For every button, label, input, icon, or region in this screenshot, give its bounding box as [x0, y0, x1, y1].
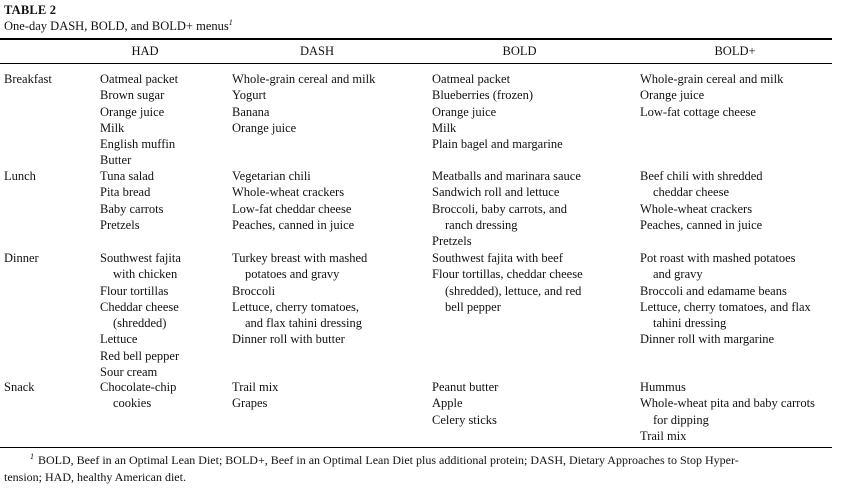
menu-item-line: Plain bagel and margarine [432, 137, 563, 152]
menu-item-line: Yogurt [232, 88, 267, 103]
menu-item-line: Milk [432, 120, 457, 135]
menu-item-line: Cheddar cheese [100, 299, 179, 314]
caption-footnote-mark: 1 [228, 18, 233, 27]
menu-item-line: Pretzels [432, 234, 472, 249]
menu-item-line: Hummus [640, 380, 686, 394]
menu-item-line: Orange juice [640, 88, 705, 103]
menu-item-line: Butter [100, 153, 132, 168]
top-rule [0, 38, 832, 40]
menu-item-line: Flour tortillas, cheddar cheese [432, 267, 583, 282]
menu-item-line: Tuna salad [100, 169, 155, 183]
table-title: TABLE 2 [4, 3, 57, 17]
header-rule [0, 63, 832, 64]
menu-cell-had [100, 250, 181, 380]
menu-cell-had [100, 71, 178, 169]
menu-item-line: Peanut butter [432, 380, 499, 394]
menu-item-line: bell pepper [445, 299, 501, 314]
menu-cell-dash [232, 379, 278, 412]
menu-item-line: tahini dressing [653, 316, 727, 331]
menu-item-line: Red bell pepper [100, 348, 180, 363]
menu-item-line: Whole-grain cereal and milk [232, 72, 376, 86]
menu-item-line: Whole-wheat pita and baby carrots [640, 396, 815, 411]
column-header-had: HAD [131, 44, 159, 58]
menu-item-line: (shredded) [113, 316, 167, 331]
menu-item-line: Broccoli [232, 283, 276, 298]
menu-item-line: Meatballs and marinara sauce [432, 169, 581, 183]
menu-item-line: Dinner roll with butter [232, 332, 345, 347]
menu-item-line: cookies [113, 396, 152, 411]
menu-cell-bold-plus [640, 379, 815, 444]
menu-item-line: English muffin [100, 137, 176, 152]
menu-item-line: Turkey breast with mashed [232, 251, 368, 265]
meal-label [4, 71, 52, 87]
menu-item-line: Lettuce, cherry tomatoes, [232, 299, 360, 314]
menu-item-line: Oatmeal packet [432, 72, 511, 86]
meal-name: Breakfast [4, 72, 52, 86]
menu-item-line: Southwest fajita with beef [432, 251, 563, 265]
menu-item-line: Whole-wheat crackers [640, 201, 753, 216]
footnote-line-1: BOLD, Beef in an Optimal Lean Diet; BOLD+, Beef in an Optimal Lean Diet plus additional protein; DASH, Dietary Approaches to Stop Hyper- [38, 453, 739, 467]
footnote-mark: 1 [30, 452, 34, 461]
column-header-dash: DASH [299, 44, 335, 58]
menu-item-line: Brown sugar [100, 88, 165, 103]
menu-cell-bold [432, 71, 563, 152]
menu-item-line: Milk [100, 120, 125, 135]
menu-item-line: Banana [232, 104, 270, 119]
menu-item-line: potatoes and gravy [245, 267, 340, 282]
meal-name: Lunch [4, 169, 36, 183]
menu-item-line: ranch dressing [445, 217, 518, 232]
menu-item-line: Oatmeal packet [100, 72, 179, 86]
menu-item-line: Broccoli, baby carrots, and [432, 201, 568, 216]
menu-item-line: Flour tortillas [100, 283, 169, 298]
menu-item-line: Broccoli and edamame beans [640, 283, 787, 298]
menu-item-line: Blueberries (frozen) [432, 88, 533, 103]
menu-item-line: for dipping [653, 412, 709, 427]
bottom-rule [0, 447, 832, 448]
meal-label [4, 168, 36, 184]
meal-name: Dinner [4, 251, 39, 265]
footnote [4, 452, 830, 486]
menu-cell-bold [432, 250, 583, 315]
menu-cell-had [100, 168, 164, 233]
menu-item-line: Lettuce [100, 332, 138, 347]
menu-item-line: Baby carrots [100, 201, 164, 216]
menu-item-line: and flax tahini dressing [245, 316, 362, 331]
menu-cell-bold-plus [640, 168, 763, 233]
menu-item-line: Pretzels [100, 217, 140, 232]
menu-item-line: Orange juice [232, 120, 297, 135]
table-caption [4, 18, 233, 34]
menu-item-line: Southwest fajita [100, 251, 181, 265]
meal-name: Snack [4, 380, 35, 394]
menu-item-line: Trail mix [232, 380, 279, 394]
menu-item-line: and gravy [653, 267, 703, 282]
menu-cell-had [100, 379, 176, 412]
menu-item-line: Beef chili with shredded [640, 169, 763, 183]
menu-item-line: Whole-grain cereal and milk [640, 72, 784, 86]
menu-item-line: cheddar cheese [653, 185, 729, 200]
menu-item-line: Orange juice [100, 104, 165, 119]
meal-label [4, 379, 35, 395]
menu-item-line: Pita bread [100, 185, 151, 200]
caption-text: One-day DASH, BOLD, and BOLD+ menus [4, 19, 229, 34]
menu-cell-bold-plus [640, 250, 811, 348]
column-header-bold-plus: BOLD+ [714, 44, 756, 58]
menu-cell-dash [232, 168, 354, 233]
menu-item-line: Low-fat cottage cheese [640, 104, 756, 119]
menu-item-line: Peaches, canned in juice [232, 217, 355, 232]
menu-cell-bold [432, 379, 498, 428]
menu-item-line: Apple [432, 396, 463, 411]
menu-item-line: with chicken [113, 267, 178, 282]
meal-label [4, 250, 39, 266]
menu-item-line: (shredded), lettuce, and red [445, 283, 582, 298]
column-header-bold: BOLD [502, 44, 537, 58]
menu-item-line: Sandwich roll and lettuce [432, 185, 560, 200]
menu-item-line: Orange juice [432, 104, 497, 119]
menu-item-line: Peaches, canned in juice [640, 217, 763, 232]
menu-item-line: Whole-wheat crackers [232, 185, 345, 200]
menu-item-line: Celery sticks [432, 412, 497, 427]
menu-item-line: Trail mix [640, 428, 687, 443]
footnote-line-2: tension; HAD, healthy American diet. [4, 470, 186, 484]
menu-item-line: Pot roast with mashed potatoes [640, 251, 796, 265]
menu-item-line: Low-fat cheddar cheese [232, 201, 352, 216]
menu-item-line: Sour cream [100, 365, 158, 380]
menu-item-line: Lettuce, cherry tomatoes, and flax [640, 299, 811, 314]
menu-cell-dash [232, 71, 375, 136]
menu-item-line: Chocolate-chip [100, 380, 177, 394]
menu-cell-bold-plus [640, 71, 783, 120]
menu-item-line: Vegetarian chili [232, 169, 311, 183]
menu-item-line: Grapes [232, 396, 268, 411]
menu-item-line: Dinner roll with margarine [640, 332, 775, 347]
menu-cell-dash [232, 250, 367, 348]
menu-cell-bold [432, 168, 581, 249]
